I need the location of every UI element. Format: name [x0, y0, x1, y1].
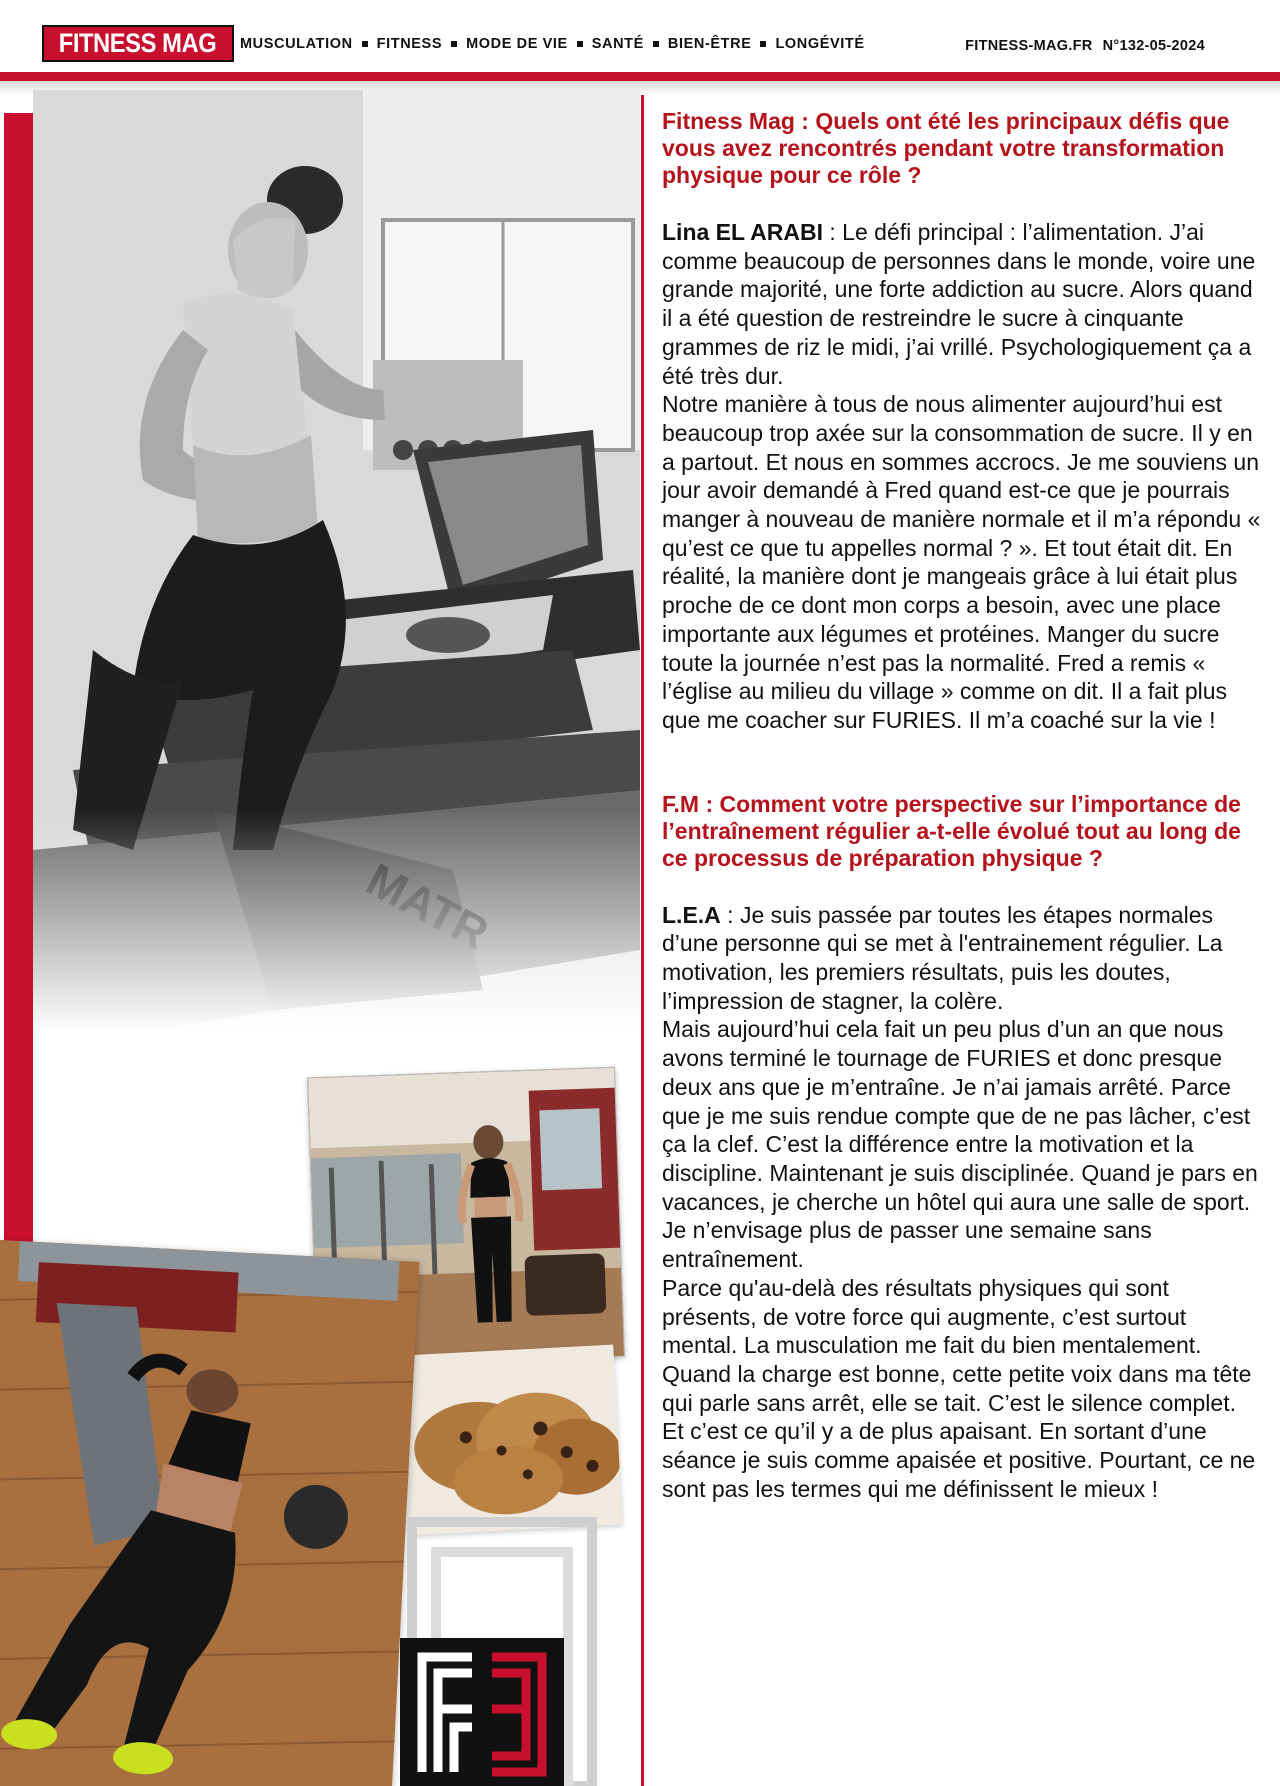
- answer-2-paragraph-3: Parce qu'au-delà des résultats physiques qui sont présents, de votre force qui augmente, c’est surtout mental. La musculation me fait du bien mentalement. Quand la charge est bonne, cette petite voix dans ma tête qui parle sans arrêt, elle se tait. C’est le silence complet. Et c’est ce qu’il y a de plus apaisant. En sortant d’une séance je suis comme apaisée et positive. Pourtant, ce ne sont pas les termes qui me définissent le mieux !: [662, 1274, 1256, 1502]
- nav-item-bien-etre[interactable]: BIEN-ÊTRE: [667, 36, 752, 52]
- speaker-initials: L.E.A: [662, 901, 721, 928]
- nav-separator: [451, 41, 457, 47]
- answer-2-intro: : Je suis passée par toutes les étapes normales d’une personne qui se met à l'entrainement régulier. La motivation, les premiers résultats, puis les doutes, l’impression de stagner, la colère.: [662, 901, 1223, 1014]
- answer-1: [662, 218, 1262, 735]
- question-1: Fitness Mag : Quels ont été les principaux défis que vous avez rencontrés pendant votre transformation physique pour ce rôle ?: [662, 108, 1230, 188]
- left-red-bar: [4, 113, 33, 1243]
- nav-separator: [577, 41, 583, 47]
- section-nav: [240, 36, 865, 52]
- logo-text: FITNESS MAG: [59, 28, 217, 58]
- answer-1-paragraph-1: [662, 218, 1262, 390]
- nav-item-musculation[interactable]: MUSCULATION: [240, 36, 353, 52]
- question-2: F.M : Comment votre perspective sur l’importance de l’entraînement régulier a-t-elle évolué tout au long de ce processus de préparation physique ?: [662, 790, 1241, 871]
- answer-1-paragraph-2: Notre manière à tous de nous alimenter aujourd’hui est beaucoup trop axée sur la consommation de sucre. Il y en a partout. Et nous en sommes accrocs. Je me souviens un jour avoir demandé à Fred quand est-ce que je pourrais manger à nouveau de manière normale et il m’a répondu « qu’est ce que tu appelles normal ? ». Et tout était dit. En réalité, la manière dont je mangeais grâce à lui était plus proche de ce dont mon corps a besoin, avec une place importante aux légumes et protéines. Manger du sucre toute la journée n’est pas la normalité. Fred a remis « l’église au milieu du village » comme on dit. Il a fait plus que me coacher sur FURIES. Il m’a coaché sur la vie !: [662, 391, 1261, 733]
- floor-scene: [0, 1240, 419, 1786]
- nav-item-fitness[interactable]: FITNESS: [376, 36, 443, 52]
- interview-article: [662, 108, 1262, 1503]
- header-red-rule: [0, 72, 1280, 81]
- answer-2: [662, 901, 1262, 1504]
- issue-info: [965, 38, 1205, 54]
- f3-logo: [400, 1638, 564, 1786]
- answer-1-intro: : Le défi principal : l’alimentation. J’ai comme beaucoup de personnes dans le monde, voire une grande majorité, une forte addiction au sucre. Alors quand il a été question de restreindre le sucre à cinquante grammes de riz le midi, j’ai vrillé. Psychologiquement ça a été très dur.: [662, 219, 1256, 389]
- fitness-mag-logo[interactable]: [42, 25, 234, 62]
- nav-separator: [653, 41, 659, 47]
- nav-separator: [362, 41, 368, 47]
- treadmill-running-photo: [33, 90, 640, 1090]
- floor-resting-photo: [0, 1240, 419, 1786]
- nav-item-sante[interactable]: SANTÉ: [591, 36, 644, 52]
- answer-2-paragraph-1: [662, 901, 1262, 1016]
- speaker-name: Lina EL ARABI: [662, 219, 824, 245]
- issue-number: N°132-05-2024: [1102, 38, 1205, 54]
- cookies-scene: [401, 1345, 622, 1536]
- answer-2-paragraph-2: Mais aujourd’hui cela fait un peu plus d’un an que nous avons terminé le tournage de FURIES et donc presque deux ans que je m’entraîne. Je n’ai jamais arrêté. Parce que je me suis rendue compte que de ne pas lâcher, c’est ça la clef. C’est la différence entre la motivation et la discipline. Maintenant je suis disciplinée. Quand je pars en vacances, je cherche un hôtel qui aura une salle de sport. Je n’envisage plus de passer une semaine sans entraînement.: [662, 1016, 1258, 1273]
- f3-logo-mark: [412, 1647, 552, 1777]
- magazine-header: [0, 0, 1280, 78]
- column-divider: [641, 95, 644, 1786]
- site-url[interactable]: FITNESS-MAG.FR: [965, 38, 1093, 54]
- hero-bottom-fade: [33, 810, 640, 1090]
- cookies-photo: [401, 1345, 622, 1536]
- nav-item-mode-de-vie[interactable]: MODE DE VIE: [466, 36, 568, 52]
- nav-separator: [760, 41, 766, 47]
- nav-item-longevite[interactable]: LONGÉVITÉ: [775, 36, 865, 52]
